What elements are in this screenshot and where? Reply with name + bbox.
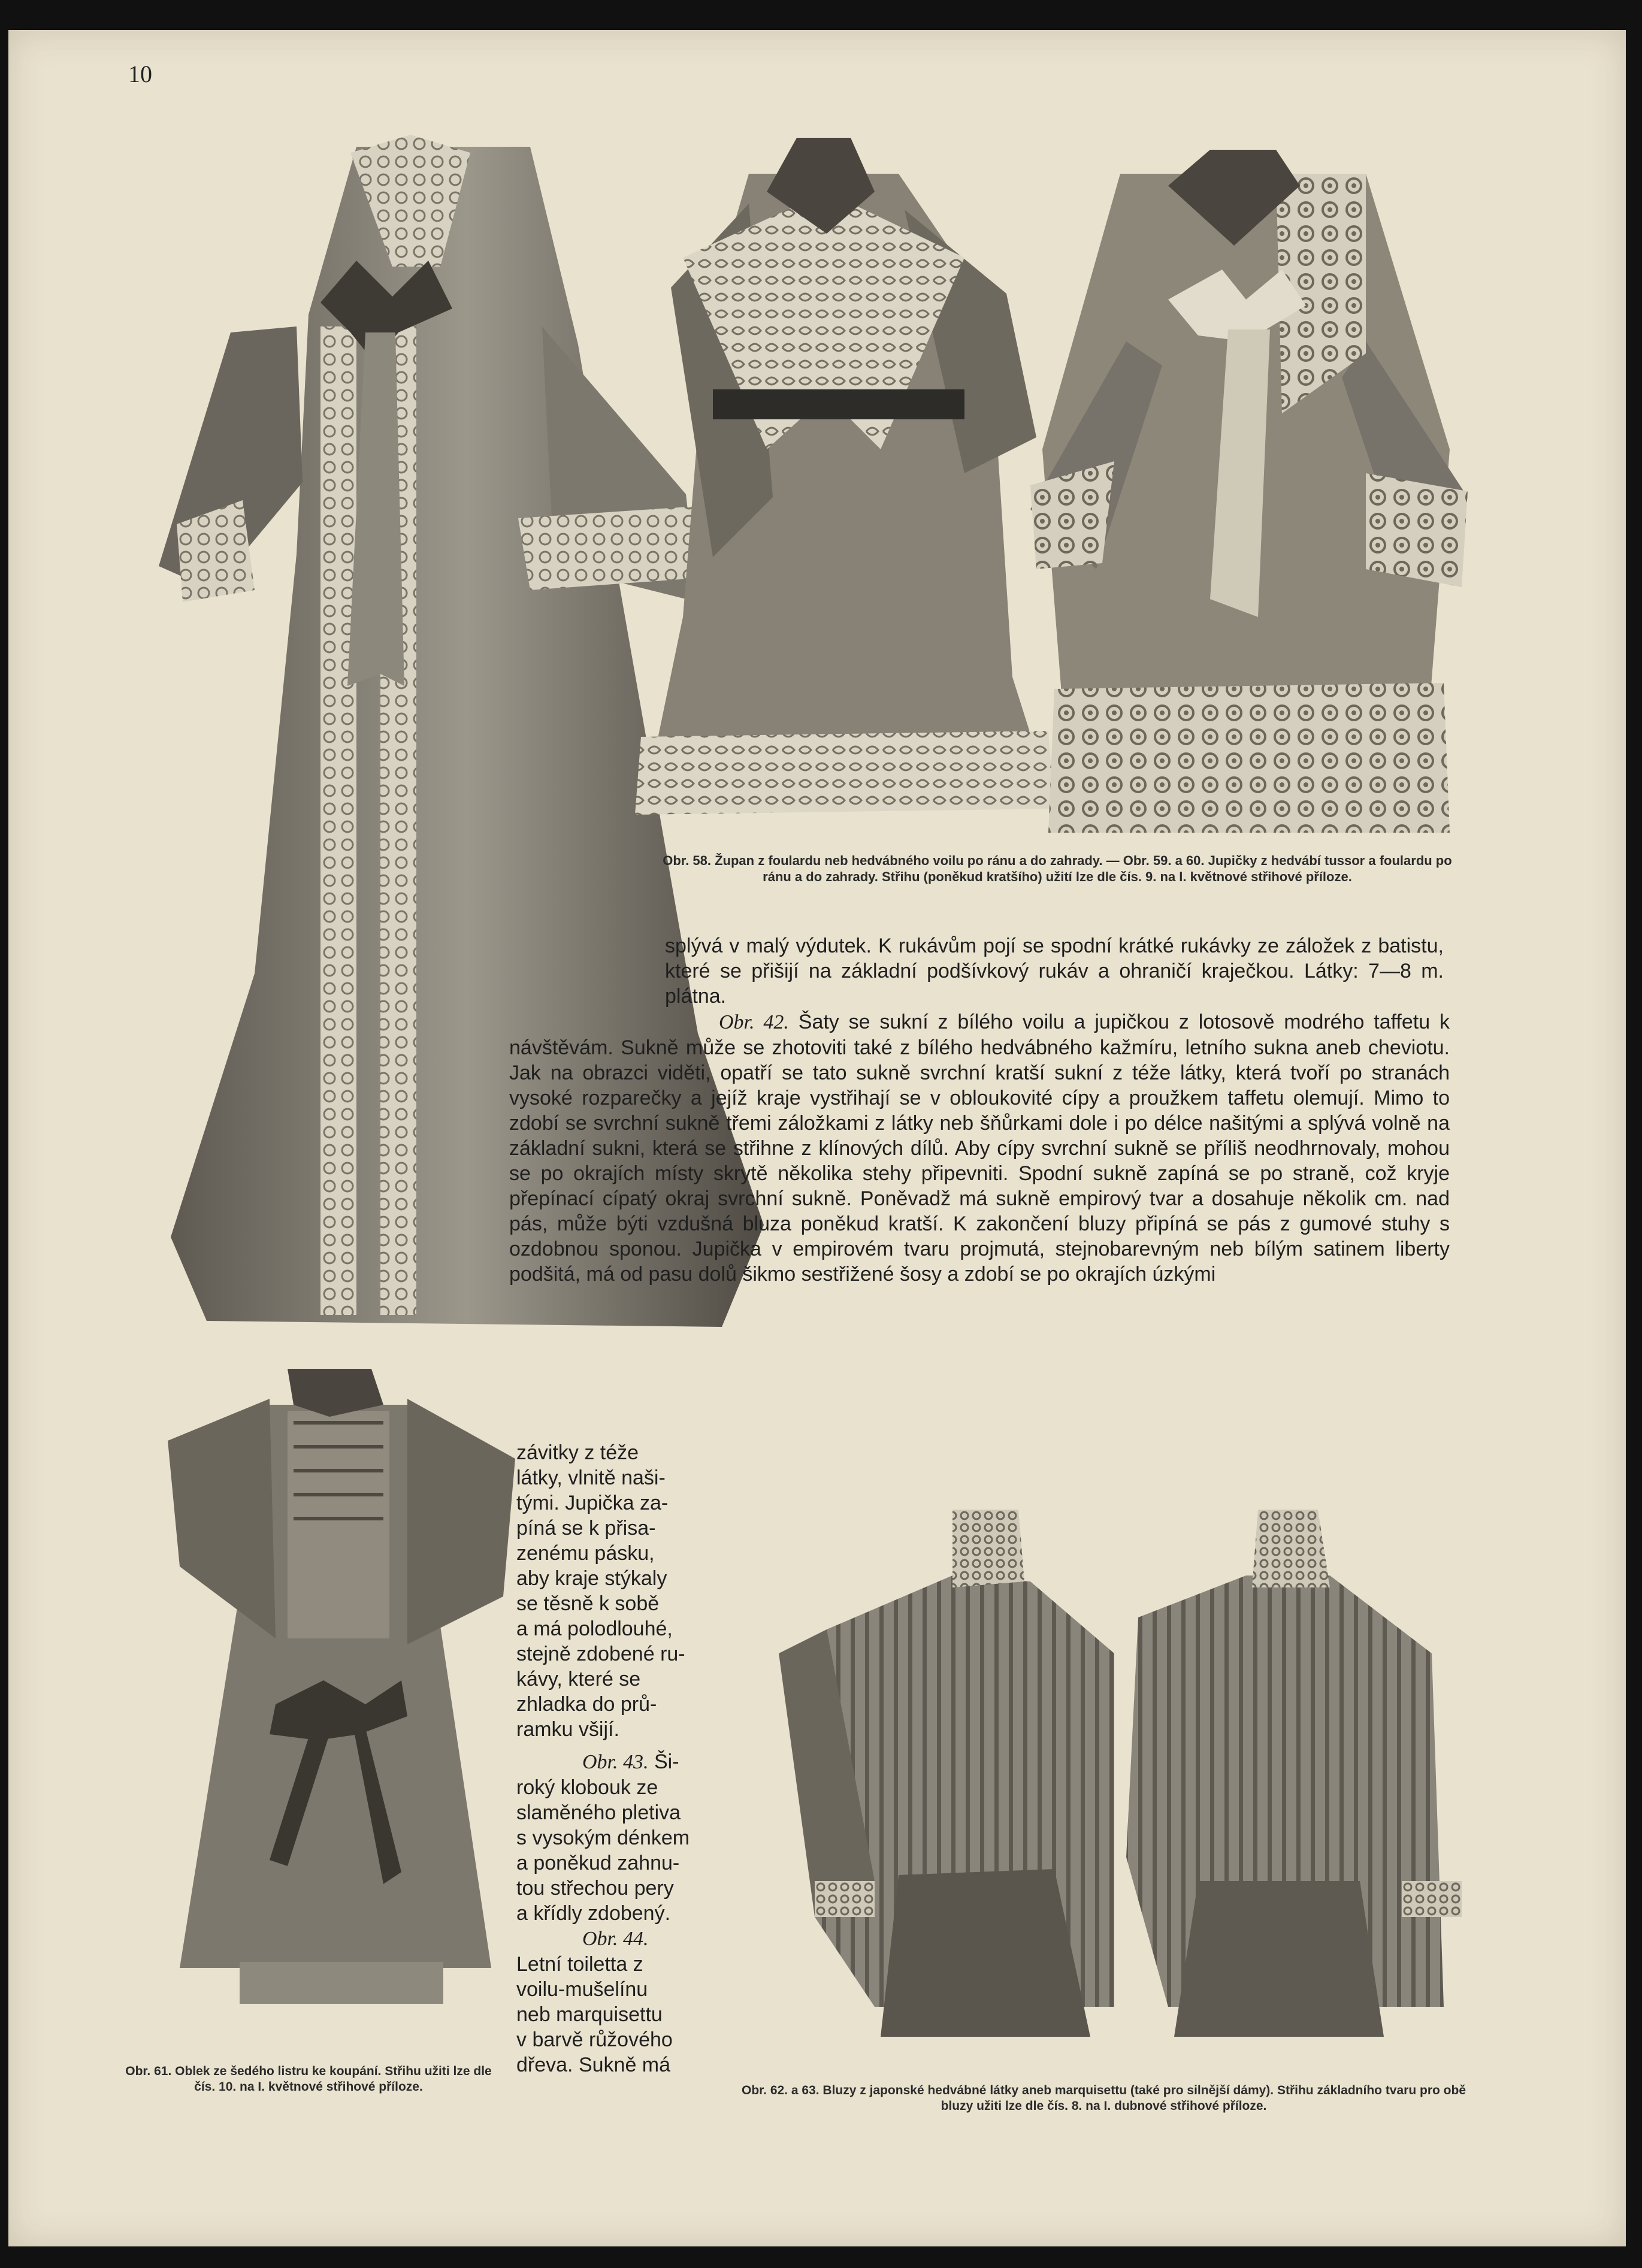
figure-58-60-caption: Obr. 58. Župan z foulardu neb hedvábného voilu po ránu a do zahrady. — Obr. 59. a 60. Jupičky z hedvábí tussor a foulardu po ránu a do zahrady. Střihu (poněkud kratšího) užití lze dle čís. 9. na I. květnové střihové příloze. (663, 853, 1452, 884)
column-line: roký klobouk ze (516, 1776, 658, 1799)
column-line: dřeva. Sukně má (516, 2054, 671, 2076)
column-line: ramku všijí. (516, 1718, 619, 1741)
column-line: v barvě růžového (516, 2028, 673, 2051)
blouses-illustration (779, 1498, 1486, 2037)
column-line: závitky z téže (516, 1441, 639, 1464)
body-text-main (509, 1009, 1450, 1287)
body-text-upper (665, 933, 1444, 1009)
column-line: zenému pásku, (516, 1542, 655, 1565)
column-line: stejně zdobené ru- (516, 1643, 685, 1665)
jacket-illustration-60 (1030, 150, 1468, 845)
column-line: a poněkud zahnu- (516, 1852, 680, 1874)
jacket-illustration-59 (629, 138, 1060, 845)
column-line: kávy, které se (516, 1668, 641, 1691)
figure-43-label: Obr. 43. (582, 1751, 649, 1773)
column-line: voilu-mušelínu (516, 1978, 648, 2001)
column-line: píná se k přisa- (516, 1517, 656, 1540)
column-line: a má polodlouhé, (516, 1617, 673, 1640)
figure-42-label: Obr. 42. (719, 1011, 789, 1033)
column-line: se těsně k sobě (516, 1592, 660, 1615)
column-line: slaměného pletiva (516, 1801, 681, 1824)
paragraph-2: Šaty se sukní z bílého voilu a jupičkou z lotosově modrého taffetu k návštěvám. Sukně může se zhotoviti také z bílého hedvábného kažmíru, letního sukna aneb cheviotu. Jak na obrazci viděti, opatří se tato sukně svrchní kratší sukní z téže látky, která tvoří po stranách vysoké rozparečky a jejíž kraje vystřihají se v obloukovité cípy a proužkem taffetu olemují. Mimo to zdobí se svrchní sukně třemi záložkami z látky neb šňůrkami dole i po délce našitými a splývá volně na základní sukni, která se střihne z klínových dílů. Aby cípy svrchní sukně se příliš neodhrnovaly, mohou se po okrajích místy skrytě několika stehy připevniti. Spodní sukně zapíná se po straně, což kryje přepínací cípatý okraj svrchní sukně. Poněvadž má sukně empirový tvar a dosahuje několik cm. nad pás, může býti vzdušná bluza poněkud kratší. K zakončení bluzy připíná se pás z gumové stuhy s ozdobnou sponou. Jupička v empirovém tvaru projmutá, stejnobarevným neb bílým satinem liberty podšitá, má od pasu dolů šikmo sestřižené šosy a zdobí se po okrajích úzkými (509, 1011, 1450, 1286)
column-line: s vysokým dénkem (516, 1827, 690, 1849)
column-line: Letní toiletta z (516, 1953, 643, 1976)
column-line: tou střechou pery (516, 1877, 674, 1900)
column-line: Ši- (654, 1750, 679, 1773)
column-line: aby kraje stýkaly (516, 1567, 667, 1590)
figure-44-label: Obr. 44. (582, 1928, 649, 1950)
narrow-column (516, 1440, 712, 2078)
bathing-suit-illustration (168, 1369, 515, 2016)
column-line: tými. Jupička za- (516, 1492, 669, 1514)
paragraph-1: splývá v malý výdutek. K rukávům pojí se spodní krátké rukávky ze záložek z batistu, které se přišijí na základní podšívkový rukáv a ohraničí kraječkou. Látky: 7—8 m. plátna. (665, 935, 1444, 1008)
column-line: látky, vlnitě naši- (516, 1466, 666, 1489)
figure-62-63-caption: Obr. 62. a 63. Bluzy z japonské hedvábné látky aneb marquisettu (také pro silnější dámy). Střihu základního tvaru pro obě bluzy užiti lze dle čís. 8. na I. dubnové střihové příloze. (742, 2083, 1466, 2113)
page-number: 10 (128, 61, 152, 87)
column-line: zhladka do prů- (516, 1693, 657, 1716)
figure-61-caption: Obr. 61. Oblek ze šedého listru ke koupání. Střihu užiti lze dle čís. 10. na I. květnové střihové příloze. (125, 2064, 492, 2094)
column-line: a křídly zdobený. (516, 1902, 671, 1925)
column-line: neb marquisettu (516, 2003, 663, 2026)
